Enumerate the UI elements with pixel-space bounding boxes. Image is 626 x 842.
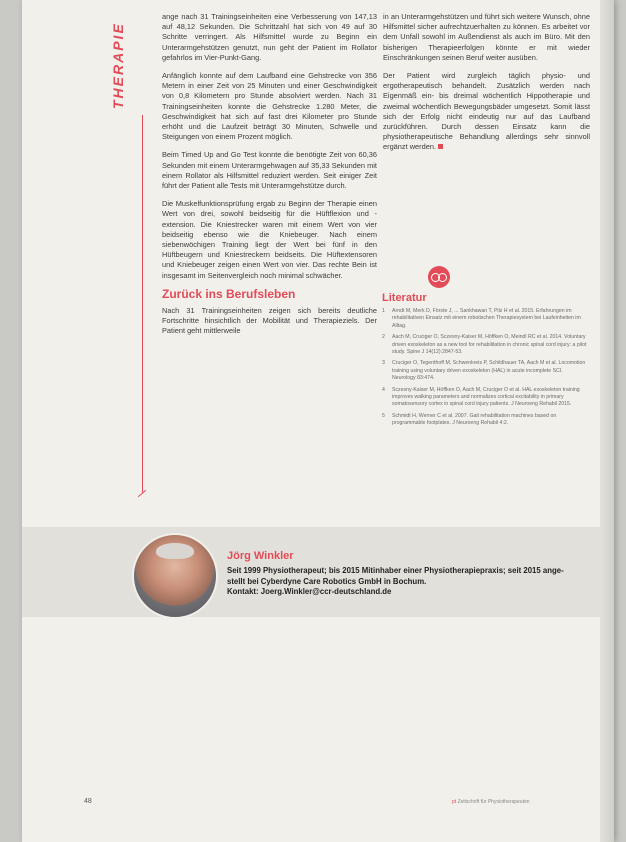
paragraph-text: Der Patient wird zurgleich täglich physio- und ergotherapeutisch behandelt. Zusätzlich werden nach Eigenmäß ein- bis dreimal wöchentlich Hippotherapie und zweimal wöchentlich Bewegungsbäder umgesetzt. Somit lässt sich der Erfolg nicht eindeutig nur auf das Laufband zurückführen. Durch dessen Einsatz kann die physiotherapeutische Behandlung allerdings sehr sinnvoll ergänzt werden. bbox=[383, 71, 590, 152]
literature-icon bbox=[428, 266, 450, 288]
author-photo bbox=[132, 533, 218, 619]
author-name: Jörg Winkler bbox=[227, 550, 294, 562]
body-paragraph bbox=[383, 71, 590, 153]
page-number: 48 bbox=[84, 798, 92, 805]
reference-list bbox=[382, 308, 587, 432]
right-column bbox=[383, 12, 590, 161]
reference-item: 1 Arndt M, Merk D, Förste J, ... Sankhawan T, Pilz H et al. 2015. Erfahrungen im rehabilitativen Einsatz mit einem robotischen Therapiesystem bei Laufeinheiten im Alltag. bbox=[382, 308, 581, 329]
document-page bbox=[22, 0, 614, 842]
author-bio-line: Seit 1999 Physiotherapeut; bis 2015 Mitinhaber einer Physiotherapiepraxis; seit 2015 ange- bbox=[227, 566, 564, 575]
body-paragraph: ange nach 31 Trainingseinheiten eine Verbesserung von 147,13 auf 48,12 Sekunden. Die Schrittzahl hat sich von 49 auf 30 Schritte verringert. Als Hilfsmittel wurde zu Beginn ein Unterarmgehstützen genutzt, nun geht der Patient im Rollator gefahrlos im Vier-Punkt-Gang. bbox=[162, 12, 377, 62]
author-contact: Kontakt: Joerg.Winkler@ccr-deutschland.de bbox=[227, 587, 392, 596]
body-paragraph: in an Unterarmgehstützen und führt sich weitere Wunsch, ohne Hilfsmittel sicher aufrechtzuerhalten zu können. Es arbeitet vor dem Unfall sowohl im Außendienst als auch im Büro. Mit den bisherigen Therapieerfolgen könnte er mit wieder Einschränkungen seinen Beruf weiter ausüben. bbox=[383, 12, 590, 62]
body-paragraph: Nach 31 Trainingseinheiten zeigen sich bereits deutliche Fortschritte hinsichtlich der Mobilität und Therapieziels. Der Patient geht mittlerweile bbox=[162, 306, 377, 336]
body-paragraph: Anfänglich konnte auf dem Laufband eine Gehstrecke von 356 Metern in einer Zeit von 25 Minuten und einer Geschwindigkeit von 0,8 Kilometern pro Stunde absolviert werden. Nach 31 Trainingseinheiten konnte die Gehstrecke 1.280 Meter, die Geschwindigkeit hat sich auf fast drei Kilometer pro Stunde erhöht und die Laufzeit beträgt 30 Minuten, Schwelle und Steigungen von einem Prozent möglich. bbox=[162, 71, 377, 142]
footer-text: Zeitschrift für Physiotherapeuten bbox=[457, 799, 530, 805]
body-paragraph: Beim Timed Up and Go Test konnte die benötigte Zeit von 60,36 Sekunden mit einem Unterarmgehwagen auf 35,33 Sekunden mit einem Rollator als Hilfsmittel reduziert werden. Seit einiger Zeit führt der Patient alle Tests mit Unterarmgehstütze durch. bbox=[162, 150, 377, 191]
body-paragraph: Die Muskelfunktionsprüfung ergab zu Beginn der Therapie einen Wert von drei, sowohl beidseitig für die Hüftflexion und -extension. Die Kniestrecker waren mit einem Wert von vier beidseitig ebenso wie die Kniebeuger. Nach einem siebenwöchigen Training liegt der Wert bei fünf in den Hüftbeugern und Kniestreckern beidseits. Die Hüftextensoren und Kniebeuger zeigen einen Wert von vier. Das rechte Bein ist insgesamt im Seitenvergleich noch minimal schwächer. bbox=[162, 199, 377, 280]
page-footer bbox=[452, 799, 530, 805]
literature-heading: Literatur bbox=[382, 292, 427, 304]
article-end-icon bbox=[438, 144, 443, 149]
page-gutter bbox=[600, 0, 614, 842]
left-column bbox=[162, 12, 377, 345]
reference-item: 5 Schmidt H, Werner C et al. 2007. Gait rehabilitation machines based on programmable footplates. J Neuroeng Rehabil 4:2. bbox=[382, 412, 557, 427]
reference-item: 3 Cruciger O, Tegenthoff M, Schwenkreis P, Schildhauer TA, Aach M et al. Locomotion training using voluntary driven exoskeleton (HAL) in acute incomplete SCI. Neurology 83:474. bbox=[382, 360, 586, 382]
author-bio-line: stellt bei Cyberdyne Care Robotics GmbH in Bochum. bbox=[227, 576, 427, 586]
reference-item: 4 Sczesny-Kaiser M, Höffken O, Aach M, Cruciger O et al. HAL exoskeleton training improves walking parameters and normalizes cortical excitability in primary somatosensory cortex in spinal cord injury patients. J Neuroeng Rehabil 2015. bbox=[382, 386, 580, 408]
section-heading: Zurück ins Berufsleben bbox=[162, 286, 296, 301]
author-bio bbox=[227, 566, 597, 598]
section-rule bbox=[142, 115, 143, 493]
footer-prefix: pt bbox=[452, 799, 457, 805]
section-label-vertical: THERAPIE bbox=[110, 22, 126, 109]
reference-item: 2 Aach M, Cruciger O, Sczesny-Kaiser M, Höffken O, Meindl RC et al. 2014. Voluntary driven exoskeleton as a new tool for rehabilitation in chronic spinal cord injury: a pilot study. Spine J 14(12):2847-53. bbox=[382, 334, 587, 356]
